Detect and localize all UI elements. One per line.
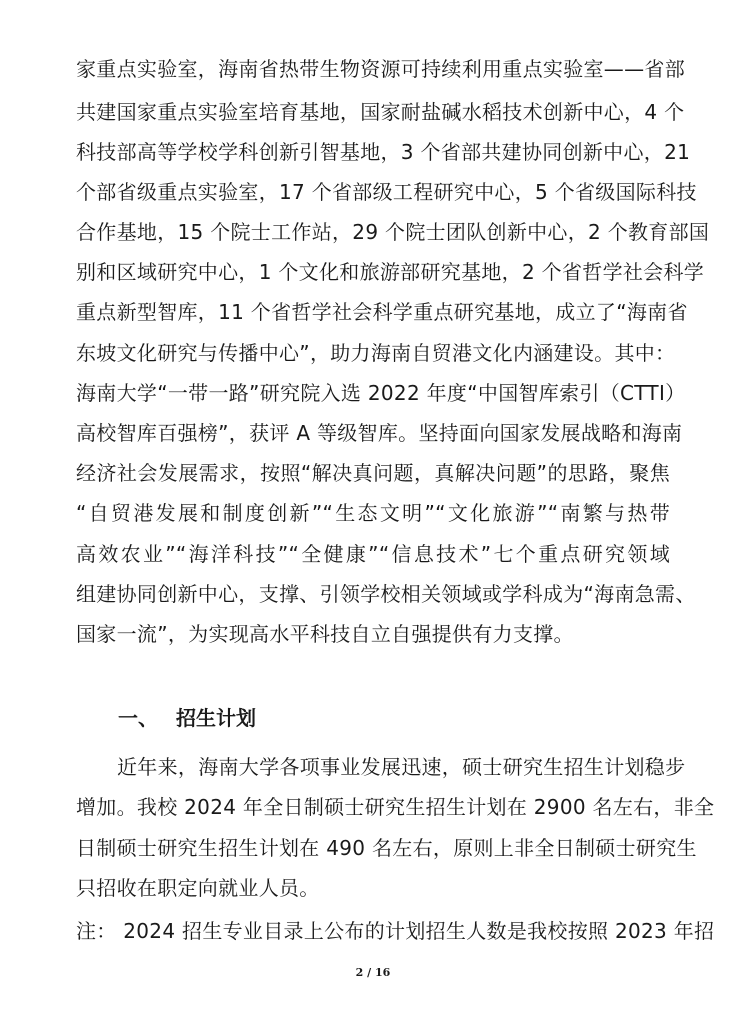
note-line: 注： 2024 招生专业目录上公布的计划招生人数是我校按照 2023 年招 xyxy=(76,919,715,943)
paragraph-line: 别和区域研究中心，1 个文化和旅游部研究基地，2 个省哲学社会科学 xyxy=(76,260,705,284)
paragraph-line: 东坡文化研究与传播中心”，助力海南自贸港文化内涵建设。其中： xyxy=(76,341,676,365)
paragraph-line: 重点新型智库，11 个省哲学社会科学重点研究基地，成立了“海南省 xyxy=(76,300,688,324)
paragraph-line: 近年来，海南大学各项事业发展迅速，硕士研究生招生计划稳步 xyxy=(117,755,686,779)
section-title: 招生计划 xyxy=(176,706,256,730)
paragraph-line: “自贸港发展和制度创新”“生态文明”“文化旅游”“南繁与热带 xyxy=(76,501,670,525)
section-number: 一、 xyxy=(118,706,158,730)
paragraph-line: 国家一流”，为实现高水平科技自立自强提供有力支撑。 xyxy=(76,622,574,646)
paragraph-line: 组建协同创新中心，支撑、引领学校相关领域或学科成为“海南急需、 xyxy=(76,582,696,606)
page-number: 2 / 16 xyxy=(355,966,391,979)
paragraph-line: 共建国家重点实验室培育基地，国家耐盐碱水稻技术创新中心，4 个 xyxy=(76,100,685,124)
paragraph-line: 家重点实验室，海南省热带生物资源可持续利用重点实验室——省部 xyxy=(76,57,685,81)
paragraph-line: 合作基地，15 个院士工作站，29 个院士团队创新中心，2 个教育部国 xyxy=(76,220,710,244)
paragraph-line: 只招收在职定向就业人员。 xyxy=(76,876,320,900)
section-heading xyxy=(118,705,256,731)
paragraph-line: 海南大学“一带一路”研究院入选 2022 年度“中国智库索引（CTTI） xyxy=(76,381,686,405)
paragraph-line: 增加。我校 2024 年全日制硕士研究生招生计划在 2900 名左右，非全 xyxy=(76,795,715,819)
paragraph-line: 经济社会发展需求，按照“解决真问题，真解决问题”的思路，聚焦 xyxy=(76,461,670,485)
paragraph-line: 高效农业”“海洋科技”“全健康”“信息技术”七个重点研究领域 xyxy=(76,542,670,566)
paragraph-line: 科技部高等学校学科创新引智基地，3 个省部共建协同创新中心，21 xyxy=(76,140,691,164)
paragraph-line: 个部省级重点实验室，17 个省部级工程研究中心，5 个省级国际科技 xyxy=(76,180,697,204)
paragraph-line: 日制硕士研究生招生计划在 490 名左右，原则上非全日制硕士研究生 xyxy=(76,836,697,860)
paragraph-line: 高校智库百强榜”，获评 A 等级智库。坚持面向国家发展战略和海南 xyxy=(76,421,683,445)
